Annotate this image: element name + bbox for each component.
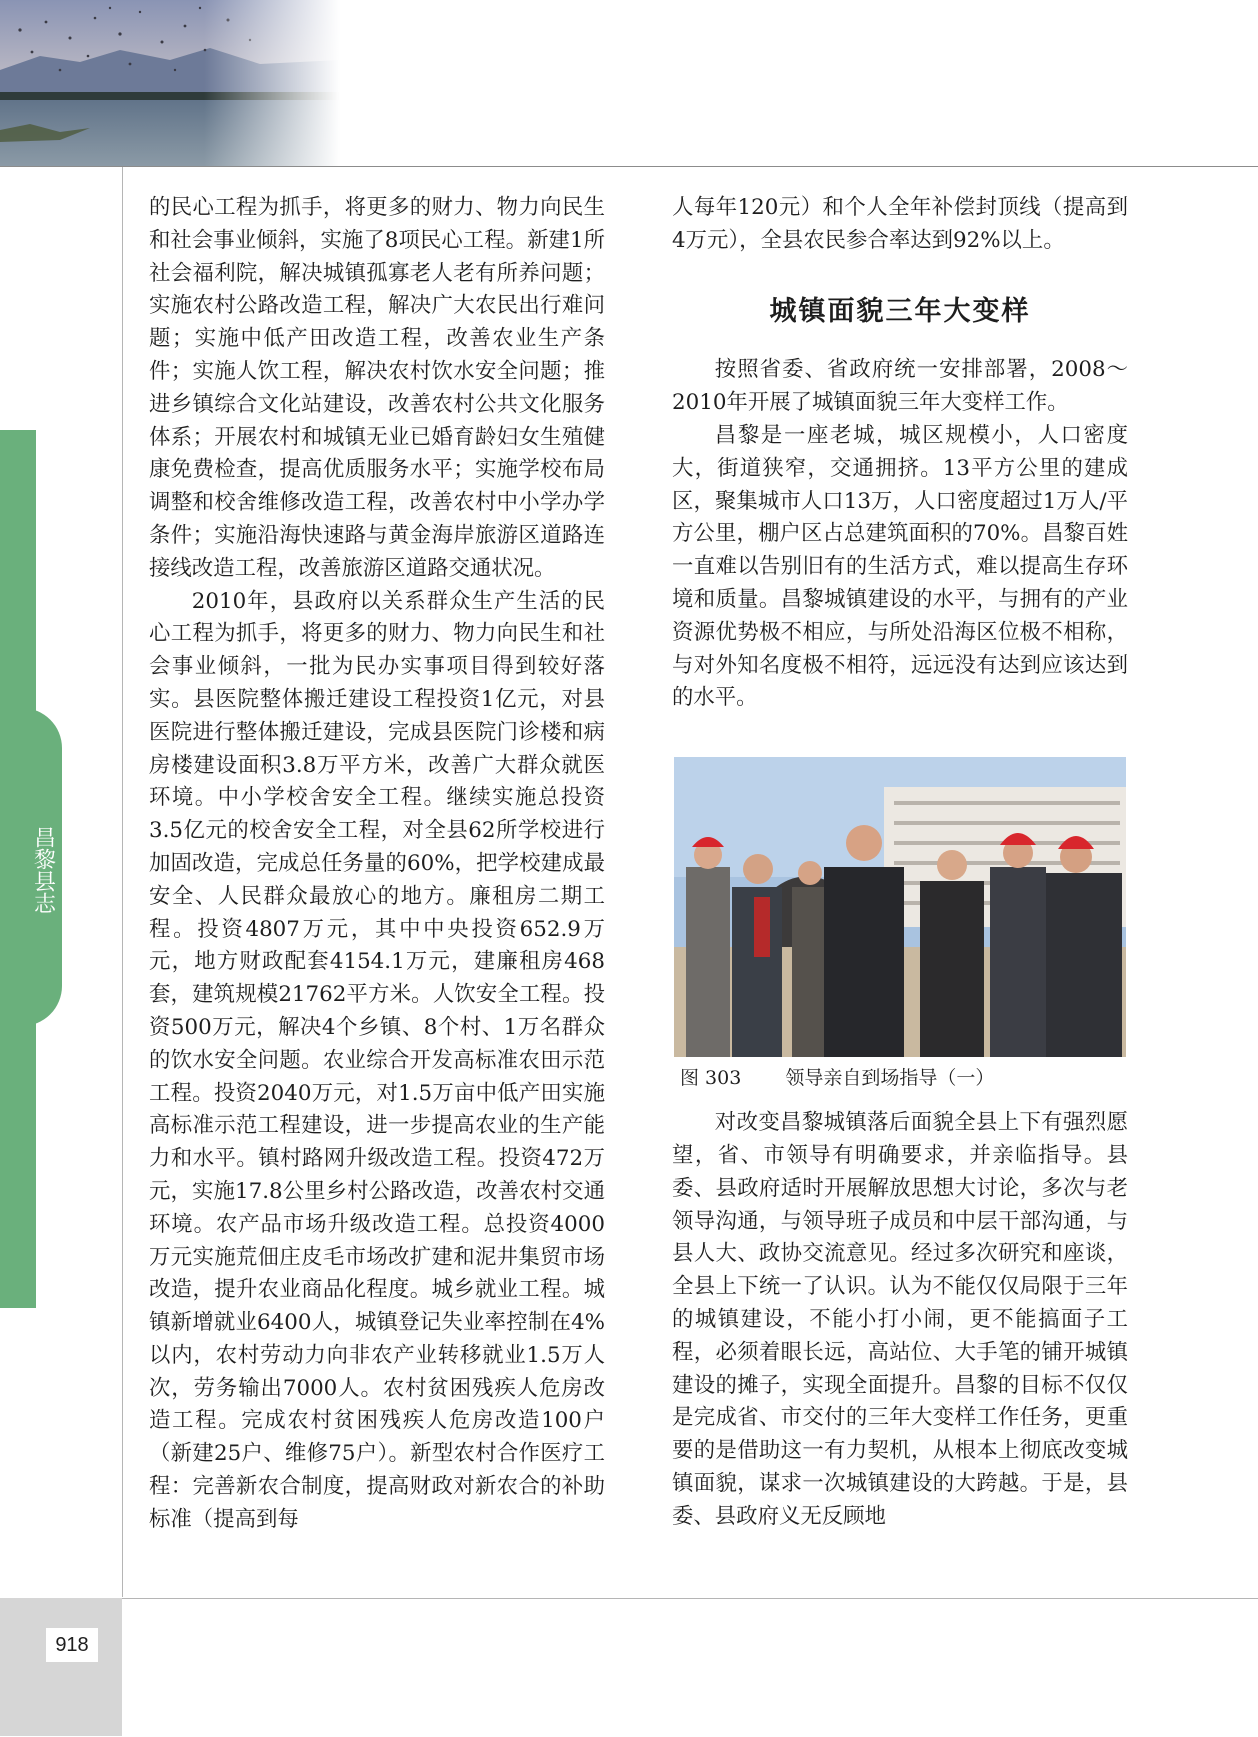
header-rule: [0, 166, 1258, 167]
right-text-column: [672, 192, 1128, 1534]
book-side-title: 昌黎县志: [30, 826, 56, 914]
page-number: 918: [46, 1628, 98, 1662]
right-paragraph-4: 对改变昌黎城镇落后面貌全县上下有强烈愿望，省、市领导有明确要求，并亲临指导。县委、县政府适时开展解放思想大讨论，多次与老领导沟通，与领导班子成员和中层干部沟通，与县人大、政协交流意见。经过多次研究和座谈，全县上下统一了认识。认为不能仅仅局限于三年的城镇建设，不能小打小闹，更不能搞面子工程，必须着眼长远，高站位、大手笔的铺开城镇建设的摊子，实现全面提升。昌黎的目标不仅仅是完成省、市交付的三年大变样工作任务，更重要的是借助这一有力契机，从根本上彻底改变城镇面貌，谋求一次城镇建设的大跨越。于是，县委、县政府义无反顾地: [672, 1110, 1128, 1529]
footer-gray-block: [0, 1598, 122, 1736]
left-paragraph-1: 的民心工程为抓手，将更多的财力、物力向民生和社会事业倾斜，实施了8项民心工程。新建1所社会福利院，解决城镇孤寡老人老有所养问题；实施农村公路改造工程，解决广大农民出行难问题；实施中低产田改造工程，改善农业生产条件；实施人饮工程，解决农村饮水安全问题；推进乡镇综合文化站建设，改善农村公共文化服务体系；开展农村和城镇无业已婚育龄妇女生殖健康免费检查，提高优质服务水平；实施学校布局调整和校舍维修改造工程，改善农村中小学办学条件；实施沿海快速路与黄金海岸旅游区道路连接线改造工程，改善旅游区道路交通状况。: [149, 195, 605, 581]
right-paragraph-2: 按照省委、省政府统一安排部署，2008～2010年开展了城镇面貌三年大变样工作。: [672, 357, 1128, 416]
section-heading: 城镇面貌三年大变样: [769, 295, 1031, 327]
left-paragraph-2: 2010年，县政府以关系群众生产生活的民心工程为抓手，将更多的财力、物力向民生和社会事业倾斜，一批为民办实事项目得到较好落实。县医院整体搬迁建设工程投资1亿元，对县医院进行整体搬迁建设，完成县医院门诊楼和病房楼建设面积3.8万平方米，改善广大群众就医环境。中小学校舍安全工程。继续实施总投资3.5亿元的校舍安全工程，对全县62所学校进行加固改造，完成总任务量的60%，把学校建成最安全、人民群众最放心的地方。廉租房二期工程。投资4807万元，其中中央投资652.9万元，地方财政配套4154.1万元，建廉租房468套，建筑规模21762平方米。人饮安全工程。投资500万元，解决4个乡镇、8个村、1万名群众的饮水安全问题。农业综合开发高标准农田示范工程。投资2040万元，对1.5万亩中低产田实施高标准示范工程建设，进一步提高农业的生产能力和水平。镇村路网升级改造工程。投资472万元，实施17.8公里乡村公路改造，改善农村交通环境。农产品市场升级改造工程。总投资4000万元实施荒佃庄皮毛市场改扩建和泥井集贸市场改造，提升农业商品化程度。城乡就业工程。城镇新增就业6400人，城镇登记失业率控制在4%以内，农村劳动力向非农产业转移就业1.5万人次，劳务输出7000人。农村贫困残疾人危房改造工程。完成农村贫困残疾人危房改造100户（新建25户、维修75户）。新型农村合作医疗工程：完善新农合制度，提高财政对新农合的补助标准（提高到每: [149, 588, 605, 1532]
figure-photo: [674, 757, 1126, 1057]
figure-caption: [672, 1065, 1128, 1091]
right-paragraph-1: 人每年120元）和个人全年补偿封顶线（提高到4万元），全县农民参合率达到92%以上。: [672, 195, 1128, 253]
right-paragraph-3: 昌黎是一座老城，城区规模小，人口密度大，街道狭窄，交通拥挤。13平方公里的建成区，聚集城市人口13万，人口密度超过1万人/平方公里，棚户区占总建筑面积的70%。昌黎百姓一直难以告别旧有的生活方式，难以提高生存环境和质量。昌黎城镇建设的水平，与拥有的产业资源优势极不相应，与所处沿海区位极不相称，与对外知名度极不相符，远远没有达到应该达到的水平。: [672, 422, 1128, 711]
figure-label: 图 303: [680, 1067, 742, 1090]
left-text-column: [149, 192, 605, 1537]
figure-303: [672, 757, 1128, 1091]
figure-caption-text: 领导亲自到场指导（一）: [785, 1067, 995, 1090]
footer-band: [0, 1598, 1258, 1737]
header-landscape-photo: [0, 0, 340, 166]
